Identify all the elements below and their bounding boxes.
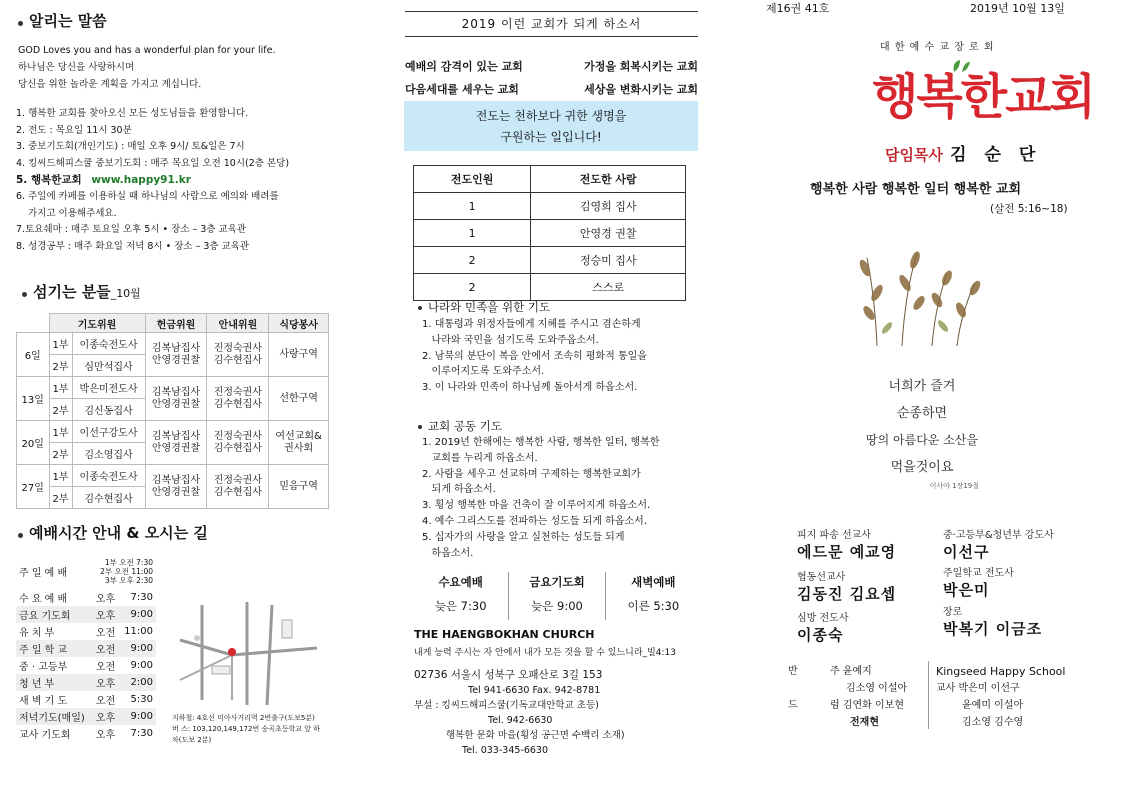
announcement-item: 2. 전도 : 목요일 11시 30분 — [16, 124, 132, 136]
banner-line: 전도는 천하보다 귀한 생명을 — [475, 109, 627, 123]
worship-ampm: 오후 — [92, 589, 119, 606]
staff-role: 피지 파송 선교사 — [797, 530, 871, 541]
evangelism-person: 스스로 — [531, 274, 686, 301]
worship-time: 9:00 — [119, 657, 156, 674]
school-teacher: 윤예미 이설아 — [962, 700, 1024, 711]
announcements-intro — [18, 42, 398, 93]
bullet-icon — [18, 21, 23, 26]
contact-info — [414, 668, 625, 758]
church-prayer-list — [422, 435, 702, 561]
worship-row — [16, 725, 156, 742]
service-part: 2부 — [49, 487, 72, 509]
header-offering: 헌금위원 — [145, 314, 207, 333]
calligraphy-line: 땅의 아름다운 소산을 — [866, 433, 978, 447]
goal-item: 가정을 회복시키는 교회 — [584, 60, 698, 73]
church-prayer-title: 교회 공동 기도 — [418, 418, 502, 434]
prayer-line: 2. 사람을 세우고 선교하며 구제하는 행복한교회가 — [422, 468, 641, 480]
village-tel: Tel. 033-345-6630 — [462, 745, 549, 756]
service-part: 1부 — [49, 377, 72, 399]
worship-time: 7:30 — [119, 589, 156, 606]
calligraphy-card — [847, 238, 997, 518]
calligraphy-verse — [847, 373, 997, 481]
address: 02736 서울시 성북구 오패산로 3길 153 — [414, 669, 603, 681]
staff-name: 박복기 이금조 — [943, 620, 1043, 638]
worship-name: 유 치 부 — [16, 623, 92, 640]
servers-title: 섬기는 분들_10월 — [22, 281, 141, 302]
service-part: 2부 — [49, 443, 72, 465]
evangelism-count: 1 — [414, 193, 531, 220]
prayer-line: 2. 남북의 분단이 복음 안에서 조속히 평화적 통일을 — [422, 350, 647, 362]
evangelism-count: 1 — [414, 220, 531, 247]
blank-header — [17, 314, 50, 333]
evangelism-person: 정승미 집사 — [531, 247, 686, 274]
prayer-line: 되게 하옵소서. — [422, 484, 496, 496]
bullet-icon — [418, 425, 422, 429]
nation-prayer-list — [422, 317, 702, 396]
worship-time: 11:00 — [119, 623, 156, 640]
announcement-item: 4. 킹씨드해피스쿨 중보기도회 : 매주 목요일 오전 10시(2층 본당) — [16, 157, 290, 169]
evangelism-row — [414, 247, 686, 274]
map-caption: 지하철: 4호선 미아사거리역 2번출구(도보5분) — [172, 714, 315, 722]
calligraphy-line: 먹을것이요 — [890, 460, 954, 475]
worship-name: 저녁기도(매일) — [16, 708, 92, 725]
announcement-item: 1. 행복한 교회를 찾아오신 모든 성도님들을 환영합니다. — [16, 108, 249, 119]
pastor-label: 담임목사 — [885, 146, 943, 164]
website-link[interactable]: www.happy91.kr — [91, 174, 191, 187]
prayer-member: 김신동집사 — [72, 399, 145, 421]
intro-line: GOD Loves you and has a wonderful plan for your life. — [18, 45, 276, 56]
volume-number: 제16권 41호 — [766, 2, 830, 15]
worship-ampm: 오전 — [92, 657, 119, 674]
intro-line: 하나님은 당신을 사랑하시며 — [18, 62, 135, 73]
prayer-line: 1. 대통령과 위정자들에게 지혜를 주시고 겸손하게 — [422, 319, 641, 330]
tel-fax: Tel 941-6630 Fax. 942-8781 — [468, 685, 601, 696]
prayer-member: 이종숙전도사 — [72, 465, 145, 487]
band-label: 반 — [788, 666, 798, 677]
church-goals — [405, 55, 698, 101]
staff-role: 중·고등부&청년부 강도사 — [943, 530, 1054, 541]
bullet-icon — [418, 306, 422, 310]
staff-4 — [943, 564, 1014, 600]
evangelism-row — [414, 220, 686, 247]
calligraphy-line: 너희가 즐겨 — [888, 379, 956, 394]
worship-time: 9:00 — [119, 640, 156, 657]
worship-name: 새 벽 기 도 — [16, 691, 92, 708]
prayer-member: 이선구강도사 — [72, 421, 145, 443]
school-title: Kingseed Happy School — [936, 665, 1066, 678]
worship-ampm: 오후 — [92, 674, 119, 691]
guide-members: 진정숙권사 김수현집사 — [207, 333, 269, 377]
worship-time: 5:30 — [119, 691, 156, 708]
worship-time: 7:30 — [119, 725, 156, 742]
prayer-line: 교회를 누리게 하옵소서. — [422, 452, 538, 464]
worship-ampm: 오전 — [92, 640, 119, 657]
evangelism-table — [413, 165, 686, 301]
church-slogan: 행복한 사람 행복한 일터 행복한 교회 — [810, 182, 1021, 197]
church-logo — [872, 58, 1094, 127]
servers-row — [17, 377, 329, 399]
worship-time: 9:00 — [119, 606, 156, 623]
staff-1 — [797, 526, 896, 562]
prayer-line: 이루어지도록 도와주소서. — [422, 366, 545, 378]
staff-6 — [943, 603, 1042, 639]
staff-3 — [797, 568, 896, 604]
prayer-line: 3. 이 나라와 민족이 하나님께 돌아서게 하옵소서. — [422, 382, 638, 394]
kitchen-group: 여선교회& 권사회 — [269, 421, 329, 465]
staff-role: 심방 전도사 — [797, 613, 849, 624]
bible-verse: 내게 능력 주시는 자 안에서 내가 모든 것을 할 수 있느니라_빌4:13 — [414, 648, 676, 658]
evangelism-person: 안영경 권찰 — [531, 220, 686, 247]
staff-role: 장로 — [943, 607, 963, 618]
prayer-line: 5. 십자가의 사랑을 알고 실천하는 성도들 되게 — [422, 531, 625, 543]
goal-item: 예배의 감격이 있는 교회 — [405, 60, 523, 73]
worship-time: 9:00 — [119, 708, 156, 725]
goal-item: 세상을 변화시키는 교회 — [584, 83, 698, 96]
church-english-name: THE HAENGBOKHAN CHURCH — [414, 628, 595, 641]
band-member: 전재현 — [850, 717, 879, 728]
service-part: 2부 — [49, 355, 72, 377]
offering-members: 김복남집사 안영경권찰 — [145, 333, 207, 377]
staff-name: 박은미 — [943, 581, 990, 599]
prayer-member: 김수현집사 — [72, 487, 145, 509]
guide-members: 진정숙권사 김수현집사 — [207, 377, 269, 421]
goal-item: 다음세대를 세우는 교회 — [405, 83, 519, 96]
intro-line: 당신을 위한 놀라운 계획을 가지고 계십니다. — [18, 79, 202, 90]
staff-name: 에드문 예교영 — [797, 543, 897, 561]
sunday-time: 2부 오전 11:00 — [100, 566, 153, 576]
sunday-time: 3부 오후 2:30 — [104, 575, 153, 585]
evangelism-banner — [404, 101, 698, 151]
evangelism-row — [414, 193, 686, 220]
worship-name: 금요 기도회 — [16, 606, 92, 623]
annex: 부설 : 킹씨드해피스쿨(기독교대안학교 초등) — [414, 700, 599, 711]
announcements-title: 알리는 말씀 — [18, 10, 107, 31]
prayer-member: 심만석집사 — [72, 355, 145, 377]
prayer-line: 4. 예수 그리스도를 전파하는 성도들 되게 하옵소서. — [422, 515, 647, 527]
worship-row — [16, 691, 156, 708]
offering-members: 김복남집사 안영경권찰 — [145, 465, 207, 509]
evangelism-row — [414, 274, 686, 301]
servers-row — [17, 421, 329, 443]
worship-name: 교사 기도회 — [16, 725, 92, 742]
village: 행복한 문화 마을(횡성 공근면 수백리 소재) — [446, 730, 625, 741]
offering-members: 김복남집사 안영경권찰 — [145, 377, 207, 421]
worship-row — [16, 708, 156, 725]
worship-table — [16, 553, 156, 742]
kingseed-school — [936, 663, 1065, 731]
worship-name: 주 일 학 교 — [16, 640, 92, 657]
senior-pastor — [885, 140, 1041, 165]
band-member: 주 윤예지 — [830, 666, 872, 677]
service-wed: 수요예배 늦은 7:30 — [413, 572, 509, 620]
announcement-item — [16, 172, 401, 189]
band-member: 김소영 이설아 — [846, 683, 908, 694]
bullet-icon — [22, 292, 27, 297]
worship-row — [16, 606, 156, 623]
calligraphy-reference: 이사야 1장19절 — [929, 482, 979, 490]
worship-ampm: 오전 — [92, 691, 119, 708]
header-kitchen: 식당봉사 — [269, 314, 329, 333]
prayer-line: 나라와 국민을 섬기도록 도와주옵소서. — [422, 334, 599, 346]
prayer-member: 김소영집사 — [72, 443, 145, 465]
service-part: 1부 — [49, 421, 72, 443]
pastor-name: 김 순 단 — [950, 145, 1042, 165]
staff-5 — [797, 609, 848, 645]
announcement-item: 7.토요쉐마 : 매주 토요일 오후 5시 • 장소 – 3층 교육관 — [16, 224, 247, 236]
worship-time: 2:00 — [119, 674, 156, 691]
header-person: 전도한 사람 — [531, 166, 686, 193]
staff-name: 이선구 — [943, 543, 990, 561]
banner-line: 구원하는 일입니다! — [500, 130, 602, 144]
service-date: 13일 — [17, 377, 50, 421]
staff-role: 협동선교사 — [797, 572, 846, 583]
band-member: 럼 김연화 이보현 — [830, 700, 904, 711]
worship-title: 예배시간 안내 & 오시는 길 — [18, 522, 208, 543]
service-dawn: 새벽예배 이른 5:30 — [627, 575, 680, 613]
worship-ampm: 오전 — [92, 623, 119, 640]
servers-row — [17, 333, 329, 355]
service-date: 6일 — [17, 333, 50, 377]
service-date: 27일 — [17, 465, 50, 509]
slogan-reference: (살전 5:16~18) — [990, 203, 1068, 215]
header-guide: 안내위원 — [207, 314, 269, 333]
church-label: 5. 행복한교회 — [16, 174, 82, 187]
announcement-item: 8. 성경공부 : 매주 화요일 저녁 8시 • 장소 – 3층 교육관 — [16, 240, 250, 252]
evangelism-count: 2 — [414, 247, 531, 274]
staff-role: 주일학교 전도사 — [943, 568, 1014, 579]
header-prayer: 기도위원 — [49, 314, 145, 333]
staff-name: 이종숙 — [797, 626, 844, 644]
servers-table — [16, 313, 329, 509]
staff-2 — [943, 526, 1054, 562]
header-count: 전도인원 — [414, 166, 531, 193]
nation-prayer-title: 나라와 민족을 위한 기도 — [418, 299, 550, 315]
yearly-theme: 2019 이런 교회가 되게 하소서 — [405, 11, 698, 37]
servers-month: _10월 — [110, 287, 141, 300]
guide-members: 진정숙권사 김수현집사 — [207, 421, 269, 465]
sunday-label: 주 일 예 배 — [16, 553, 92, 589]
denomination: 대 한 예 수 교 장 로 회 — [880, 42, 995, 53]
prayer-member: 이종숙전도사 — [72, 333, 145, 355]
evangelism-person: 김영희 집사 — [531, 193, 686, 220]
staff-name: 김동진 김요셉 — [797, 585, 897, 603]
announcement-list — [16, 106, 401, 255]
calligraphy-line: 순종하면 — [896, 406, 948, 421]
sunday-time: 1부 오전 7:30 — [104, 557, 153, 567]
evangelism-count: 2 — [414, 274, 531, 301]
divider — [928, 661, 929, 729]
prayer-line: 1. 2019년 한해에는 행복한 사람, 행복한 일터, 행복한 — [422, 437, 660, 448]
announcement-item: 3. 중보기도회(개인기도) : 매일 오후 9시/ 토&일은 7시 — [16, 141, 245, 153]
guide-members: 진정숙권사 김수현집사 — [207, 465, 269, 509]
plant-illustration-icon — [847, 238, 997, 348]
worship-row — [16, 657, 156, 674]
weekly-services — [413, 572, 701, 620]
kitchen-group: 사랑구역 — [269, 333, 329, 377]
service-part: 1부 — [49, 465, 72, 487]
service-fri: 금요기도회 늦은 9:00 — [509, 572, 605, 620]
annex-tel: Tel. 942-6630 — [488, 715, 553, 726]
kitchen-group: 선한구역 — [269, 377, 329, 421]
prayer-line: 하옵소서. — [422, 547, 474, 559]
service-date: 20일 — [17, 421, 50, 465]
service-part: 2부 — [49, 399, 72, 421]
prayer-member: 박은미전도사 — [72, 377, 145, 399]
map-caption: 버 스: 103,120,149,172번 숭곡초등학교 앞 하차(도보 2분) — [172, 725, 320, 744]
bulletin-date: 2019년 10월 13일 — [970, 2, 1065, 15]
service-part: 1부 — [49, 333, 72, 355]
announcement-item: 가지고 이용해주세요. — [28, 207, 117, 219]
worship-row — [16, 674, 156, 691]
offering-members: 김복남집사 안영경권찰 — [145, 421, 207, 465]
location-map — [172, 600, 322, 744]
worship-row — [16, 589, 156, 606]
band-info — [788, 663, 907, 731]
worship-ampm: 오후 — [92, 606, 119, 623]
worship-name: 수 요 예 배 — [16, 589, 92, 606]
worship-ampm: 오후 — [92, 708, 119, 725]
worship-row — [16, 640, 156, 657]
leaf-icon — [950, 58, 972, 74]
school-teacher: 김소영 김수영 — [962, 717, 1024, 728]
servers-row — [17, 465, 329, 487]
school-teacher: 교사 박은미 이선구 — [936, 683, 1020, 694]
worship-name: 청 년 부 — [16, 674, 92, 691]
worship-row — [16, 623, 156, 640]
worship-name: 중 · 고등부 — [16, 657, 92, 674]
kitchen-group: 믿음구역 — [269, 465, 329, 509]
prayer-line: 3. 횡성 행복한 마을 건축이 잘 이루어지게 하옵소서. — [422, 500, 651, 512]
worship-ampm: 오후 — [92, 725, 119, 742]
church-logo-text: 행복한교회 — [872, 69, 1094, 125]
bullet-icon — [18, 533, 23, 538]
announcement-item: 6. 주일에 카페를 이용하실 때 하나님의 사람으로 예의와 배려를 — [16, 190, 279, 202]
map-drawing — [172, 600, 322, 710]
band-label: 드 — [788, 700, 798, 711]
